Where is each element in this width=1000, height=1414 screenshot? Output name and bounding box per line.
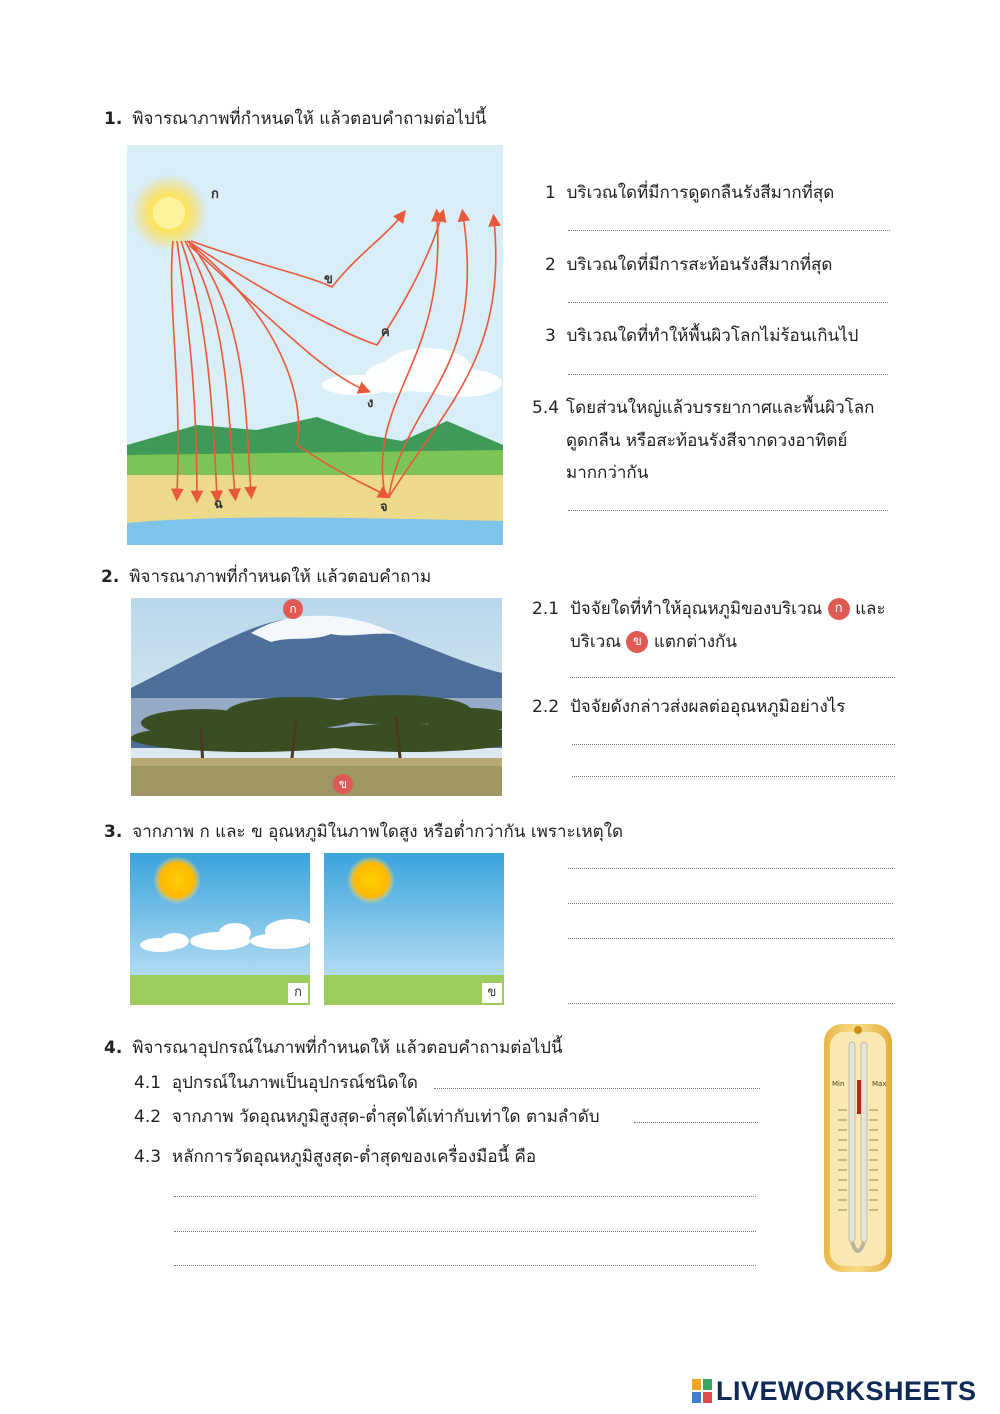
q4-item-2-num: 4.2 bbox=[134, 1107, 162, 1127]
q1-answer-line-1[interactable] bbox=[568, 230, 890, 231]
label-k: ก bbox=[211, 187, 219, 202]
q2-item-1-badge-k: ก bbox=[828, 598, 850, 620]
q1-number: 1. bbox=[104, 109, 123, 129]
q4-answer-line-5[interactable] bbox=[174, 1265, 756, 1266]
label-kh: ข bbox=[324, 272, 333, 287]
q2-badge-k: ก bbox=[283, 599, 303, 619]
min-max-thermometer bbox=[822, 1020, 894, 1274]
q3-figure-b bbox=[324, 853, 504, 1005]
q4-item-3-text: หลักการวัดอุณหภูมิสูงสุด-ต่ำสุดของเครื่องมือนี้ คือ bbox=[171, 1147, 537, 1167]
sun bbox=[347, 856, 395, 904]
grass bbox=[324, 975, 504, 1005]
q4-item-2 bbox=[134, 1106, 600, 1128]
q1-item-2-num: 2 bbox=[545, 255, 556, 275]
q2-item-2-text: ปัจจัยดังกล่าวส่งผลต่ออุณหภูมิอย่างไร bbox=[570, 697, 846, 717]
q3-figure-a bbox=[130, 853, 310, 1005]
q2-answer-line-3[interactable] bbox=[572, 776, 895, 777]
q1-item-4-num: 5.4 bbox=[532, 398, 560, 418]
q1-radiation-illustration bbox=[127, 145, 503, 545]
q4-item-3 bbox=[134, 1146, 536, 1168]
q2-item-1-line2 bbox=[570, 631, 737, 653]
q2-item-1-num: 2.1 bbox=[532, 599, 560, 619]
q1-item-3-text: บริเวณใดที่ทำให้พื้นผิวโลกไม่ร้อนเกินไป bbox=[566, 326, 859, 346]
q1-answer-line-4[interactable] bbox=[568, 510, 888, 511]
q1-item-1 bbox=[545, 182, 834, 204]
q4-item-1-num: 4.1 bbox=[134, 1073, 162, 1093]
q1-item-2-text: บริเวณใดที่มีการสะท้อนรังสีมากที่สุด bbox=[566, 255, 833, 275]
liveworksheets-logo-icon bbox=[692, 1379, 712, 1403]
q1-item-4-line1: โดยส่วนใหญ่แล้วบรรยากาศและพื้นผิวโลก bbox=[566, 398, 875, 418]
water bbox=[127, 518, 503, 546]
q2-item-2-num: 2.2 bbox=[532, 697, 560, 717]
q3-heading-text: จากภาพ ก และ ข อุณหภูมิในภาพใดสูง หรือต่ำกว่ากัน เพราะเหตุใด bbox=[132, 822, 624, 842]
q4-answer-line-2[interactable] bbox=[634, 1122, 758, 1123]
q4-item-2-text: จากภาพ วัดอุณหภูมิสูงสุด-ต่ำสุดได้เท่ากับเท่าใด ตามลำดับ bbox=[171, 1107, 600, 1127]
q1-item-4-line3: มากกว่ากัน bbox=[566, 463, 649, 483]
q3-answer-line-1[interactable] bbox=[568, 868, 893, 869]
q2-answer-line-1[interactable] bbox=[570, 677, 895, 678]
thermo-max-label: Max bbox=[872, 1080, 887, 1088]
label-ng: ง bbox=[367, 396, 374, 411]
q2-heading-text: พิจารณาภาพที่กำหนดให้ แล้วตอบคำถาม bbox=[129, 567, 432, 587]
sun bbox=[153, 856, 201, 904]
q2-item-1-line1 bbox=[570, 598, 886, 620]
q1-heading-text: พิจารณาภาพที่กำหนดให้ แล้วตอบคำถามต่อไปนี้ bbox=[132, 109, 487, 129]
q3-answer-line-3[interactable] bbox=[568, 938, 893, 939]
q3-sky-cloudy-illustration bbox=[130, 853, 310, 1005]
q2-mountain-figure bbox=[131, 598, 502, 796]
q1-answer-line-3[interactable] bbox=[568, 374, 888, 375]
q4-answer-line-4[interactable] bbox=[174, 1231, 756, 1232]
liveworksheets-logo-text: LIVEWORKSHEETS bbox=[716, 1376, 977, 1406]
label-ch: จ bbox=[380, 500, 388, 515]
q4-item-3-num: 4.3 bbox=[134, 1147, 162, 1167]
q2-item-1-line1a: ปัจจัยใดที่ทำให้อุณหภูมิของบริเวณ bbox=[570, 599, 823, 619]
q1-item-1-num: 1 bbox=[545, 183, 556, 203]
q2-item-1-line1b: และ bbox=[855, 599, 886, 619]
q4-item-1 bbox=[134, 1072, 418, 1094]
q2-heading bbox=[101, 566, 431, 588]
q2-item-1-line2b: แตกต่างกัน bbox=[653, 632, 737, 652]
grass bbox=[130, 975, 310, 1005]
q1-item-3 bbox=[545, 325, 858, 347]
q1-item-3-num: 3 bbox=[545, 326, 556, 346]
q3-answer-line-2[interactable] bbox=[568, 903, 893, 904]
q1-answer-line-2[interactable] bbox=[568, 302, 888, 303]
q2-mountain-illustration bbox=[131, 598, 502, 796]
q4-heading bbox=[104, 1037, 563, 1059]
q1-radiation-figure bbox=[127, 145, 503, 545]
q4-number: 4. bbox=[104, 1038, 123, 1058]
q1-item-1-text: บริเวณใดที่มีการดูดกลืนรังสีมากที่สุด bbox=[566, 183, 835, 203]
label-ph: ฉ bbox=[214, 497, 223, 512]
q4-item-1-text: อุปกรณ์ในภาพเป็นอุปกรณ์ชนิดใด bbox=[171, 1073, 418, 1093]
label-kho: ค bbox=[381, 325, 390, 340]
q2-badge-kh: ข bbox=[333, 774, 353, 794]
q3-answer-line-4[interactable] bbox=[568, 1003, 893, 1004]
q3-heading bbox=[104, 821, 623, 843]
q4-answer-line-1[interactable] bbox=[434, 1088, 760, 1089]
q3-sky-clear-illustration bbox=[324, 853, 504, 1005]
q3-number: 3. bbox=[104, 822, 123, 842]
q4-heading-text: พิจารณาอุปกรณ์ในภาพที่กำหนดให้ แล้วตอบคำถามต่อไปนี้ bbox=[132, 1038, 563, 1058]
thermo-min-label: Min bbox=[832, 1080, 845, 1088]
thermometer-illustration bbox=[822, 1020, 894, 1274]
q2-answer-line-2[interactable] bbox=[572, 744, 895, 745]
q3-tag-b: ข bbox=[482, 983, 502, 1003]
q2-item-1-line2a: บริเวณ bbox=[570, 632, 622, 652]
q2-item-1-badge-kh: ข bbox=[626, 631, 648, 653]
ground bbox=[127, 475, 503, 525]
q1-item-2 bbox=[545, 254, 832, 276]
q2-number: 2. bbox=[101, 567, 120, 587]
q3-tag-a: ก bbox=[288, 983, 308, 1003]
q1-item-4-line2: ดูดกลืน หรือสะท้อนรังสีจากดวงอาทิตย์ bbox=[566, 431, 848, 451]
q1-heading bbox=[104, 108, 486, 130]
cloud bbox=[322, 348, 502, 397]
q4-answer-line-3[interactable] bbox=[174, 1196, 756, 1197]
